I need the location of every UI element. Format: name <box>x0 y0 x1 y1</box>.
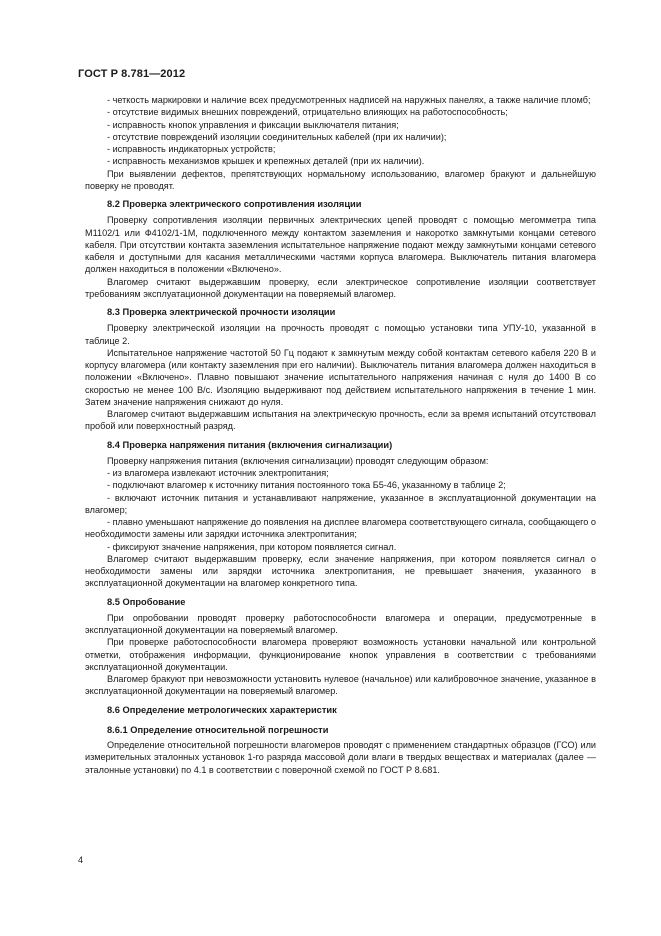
paragraph: - исправность кнопок управления и фиксации выключателя питания; <box>107 119 399 130</box>
page-content <box>85 94 596 776</box>
section-heading-8-2: 8.2 Проверка электрического сопротивления изоляции <box>107 199 362 209</box>
paragraph: - подключают влагомер к источнику питания постоянного тока Б5-46, указанному в таблице 2; <box>107 480 506 491</box>
paragraph: - из влагомера извлекают источник электропитания; <box>107 468 329 478</box>
page-number: 4 <box>78 855 84 865</box>
paragraph: - отсутствие видимых внешних повреждений, отрицательно влияющих на работоспособность; <box>107 107 508 118</box>
paragraph: При проверке работоспособности влагомера проверяют возможность установки начальной или контрольной отметки, отображения информации, функционирование кнопок управления в соответствии с требованиями эксплуатационной документации. <box>85 637 596 672</box>
paragraph: Проверку напряжения питания (включения сигнализации) проводят следующим образом: <box>107 455 489 466</box>
paragraph: Проверку сопротивления изоляции первичных электрических цепей проводят с помощью мегомметра типа М1102/1 или Ф4102/1-1М, подключенного между контактом заземления и накоротко замкнутыми концами сетевого кабеля. При отсутствии контакта заземления испытательное напряжение подают между замкнутыми концами сетевого кабеля и доступными для касания металлическими частями корпуса влагомера. Выключатель питания влагомера должен находиться в положении «Включено». <box>85 215 596 275</box>
paragraph: При опробовании проводят проверку работоспособности влагомера и операции, предусмотренные в эксплуатационной документации на поверяемый влагомер. <box>85 612 596 635</box>
paragraph: - исправность индикаторных устройств; <box>107 144 276 154</box>
paragraph: Проверку электрической изоляции на прочность проводят с помощью установки типа УПУ-10, указанной в таблице 2. <box>85 323 596 346</box>
paragraph: Влагомер бракуют при невозможности установить нулевое (начальное) или калибровочное значение, указанное в эксплуатационной документации на поверяемый влагомер. <box>85 674 596 697</box>
paragraph: Влагомер считают выдержавшим испытания на электрическую прочность, если за время испытаний отсутствовал пробой или поверхностный разряд. <box>85 409 596 432</box>
paragraph: - исправность механизмов крышек и крепежных деталей (при их наличии). <box>107 156 425 167</box>
section-heading-8-5: 8.5 Опробование <box>107 596 186 607</box>
section-heading-8-6: 8.6 Определение метрологических характеристик <box>107 704 337 715</box>
paragraph: Влагомер считают выдержавшим проверку, если электрическое сопротивление изоляции соответствует требованиям эксплуатационной документации на поверяемый влагомер. <box>85 276 596 299</box>
paragraph: Определение относительной погрешности влагомеров проводят с применением стандартных образцов (ГСО) или измерительных эталонных установок 1-го разряда массовой доли влаги в твердых веществах и материалах (далее — эталонные установки) по 4.1 в соответствии с поверочной схемой по ГОСТ Р 8.681. <box>85 740 596 775</box>
paragraph: - плавно уменьшают напряжение до появления на дисплее влагомера соответствующего сигнала, сообщающего о необходимости замены или зарядки источника электропитания; <box>85 517 596 540</box>
section-heading-8-4: 8.4 Проверка напряжения питания (включения сигнализации) <box>107 439 393 450</box>
paragraph: - включают источник питания и устанавливают напряжение, указанное в эксплуатационной документации на влагомер; <box>85 492 596 515</box>
section-heading-8-3: 8.3 Проверка электрической прочности изоляции <box>107 307 336 317</box>
paragraph: Испытательное напряжение частотой 50 Гц подают к замкнутым между собой контактам сетевого кабеля 220 В и корпусу влагомера (или контакту заземления при его наличии). Выключатель питания влагомера должен находиться в положении «Включено». Плавно повышают значение испытательного напряжения начиная с нуля до 1400 В со скоростью не менее 100 В/с. Изоляцию выдерживают под действием испытательного напряжения в течение 1 мин. Затем значение напряжения снижают до нуля. <box>85 347 596 407</box>
paragraph: - четкость маркировки и наличие всех предусмотренных надписей на наружных панелях, а также наличие пломб; <box>107 95 591 105</box>
paragraph: При выявлении дефектов, препятствующих нормальному использованию, влагомер бракуют и дальнейшую поверку не проводят. <box>85 168 596 191</box>
document-header: ГОСТ Р 8.781—2012 <box>78 68 186 80</box>
paragraph: - фиксируют значение напряжения, при котором появляется сигнал. <box>107 541 397 552</box>
section-heading-8-6-1: 8.6.1 Определение относительной погрешности <box>107 724 329 735</box>
paragraph: - отсутствие повреждений изоляции соединительных кабелей (при их наличии); <box>107 131 447 142</box>
paragraph: Влагомер считают выдержавшим проверку, если значение напряжения, при котором появляется сигнал о необходимости замены или зарядки источника электропитания, не превышает значения, указанного в эксплуатационной документации на влагомер конкретного типа. <box>85 553 596 589</box>
